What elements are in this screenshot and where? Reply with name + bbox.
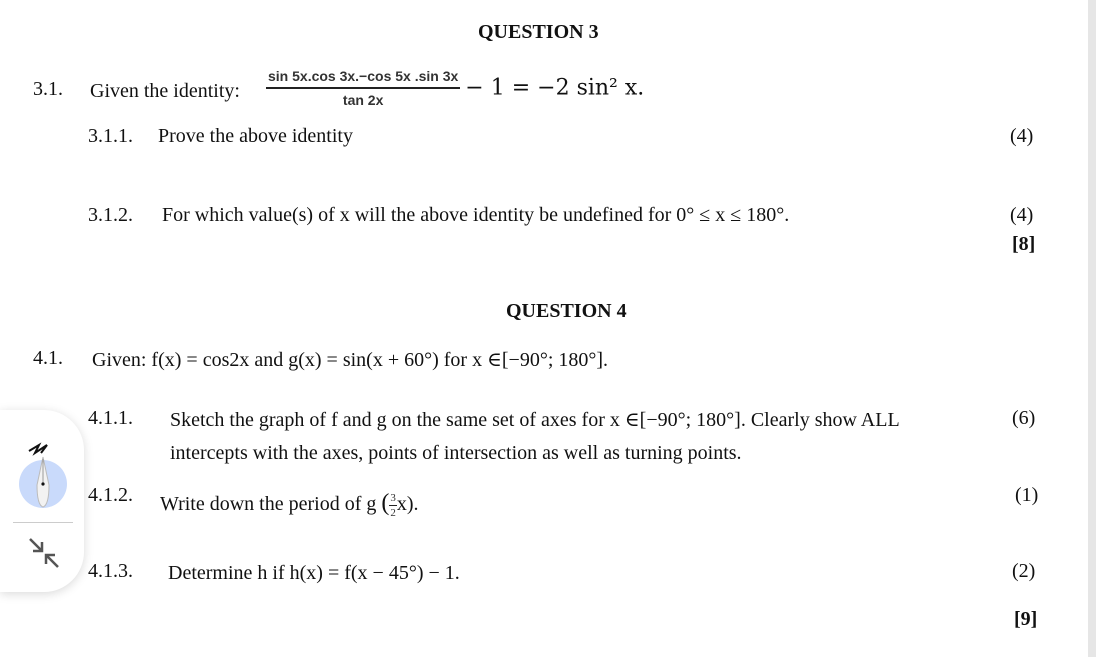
q312-number: 3.1.2. bbox=[88, 204, 133, 226]
q411-marks: (6) bbox=[1012, 407, 1036, 429]
floating-toolbar bbox=[0, 410, 84, 592]
q412-text-b: x). bbox=[396, 493, 419, 515]
q412-text-a: Write down the period of g bbox=[160, 493, 377, 515]
q311-marks: (4) bbox=[1010, 125, 1034, 147]
q412-marks: (1) bbox=[1015, 484, 1039, 506]
q411-line2: intercepts with the axes, points of intersection as well as turning points. bbox=[170, 442, 742, 464]
q411-number: 4.1.1. bbox=[88, 407, 133, 429]
q3-total: [8] bbox=[1012, 233, 1036, 255]
identity-equation bbox=[266, 68, 644, 108]
q31-number: 3.1. bbox=[33, 78, 63, 100]
q31-text: Given the identity: bbox=[90, 80, 240, 102]
q312-marks: (4) bbox=[1010, 204, 1034, 226]
q412-number: 4.1.2. bbox=[88, 484, 133, 506]
q312-text: For which value(s) of x will the above identity be undefined for 0° ≤ x ≤ 180°. bbox=[162, 204, 790, 226]
q311-number: 3.1.1. bbox=[88, 125, 133, 147]
frac-denominator: 2 bbox=[390, 506, 396, 519]
q413-number: 4.1.3. bbox=[88, 560, 133, 582]
q412-text: Write down the period of g ( $\frac{3}{2}$ x). bbox=[160, 490, 419, 519]
scrollbar[interactable] bbox=[1088, 0, 1096, 657]
q413-text: Determine h if h(x) = f(x − 45°) − 1. bbox=[168, 562, 460, 584]
identity-numerator: sin 5x.cos 3x.−cos 5x .sin 3x bbox=[266, 68, 460, 89]
pen-icon[interactable] bbox=[19, 435, 67, 510]
q41-number: 4.1. bbox=[33, 347, 63, 369]
identity-fraction bbox=[266, 68, 460, 108]
q411-line1: Sketch the graph of f and g on the same set of axes for x ∈[−90°; 180°]. Clearly show ALL bbox=[170, 409, 900, 431]
identity-rhs: − 1 = −2 sin² x. bbox=[465, 75, 645, 101]
q4-total: [9] bbox=[1014, 608, 1038, 630]
q413-marks: (2) bbox=[1012, 560, 1036, 582]
q311-text: Prove the above identity bbox=[158, 125, 353, 147]
question-4-title: QUESTION 4 bbox=[506, 300, 627, 322]
question-3-title: QUESTION 3 bbox=[478, 21, 599, 43]
collapse-icon[interactable] bbox=[26, 535, 62, 571]
toolbar-divider bbox=[13, 522, 73, 523]
identity-denominator: tan 2x bbox=[342, 92, 384, 108]
q41-text: Given: f(x) = cos2x and g(x) = sin(x + 60°) for x ∈[−90°; 180°]. bbox=[92, 349, 609, 371]
frac-numerator: 3 bbox=[390, 491, 396, 504]
